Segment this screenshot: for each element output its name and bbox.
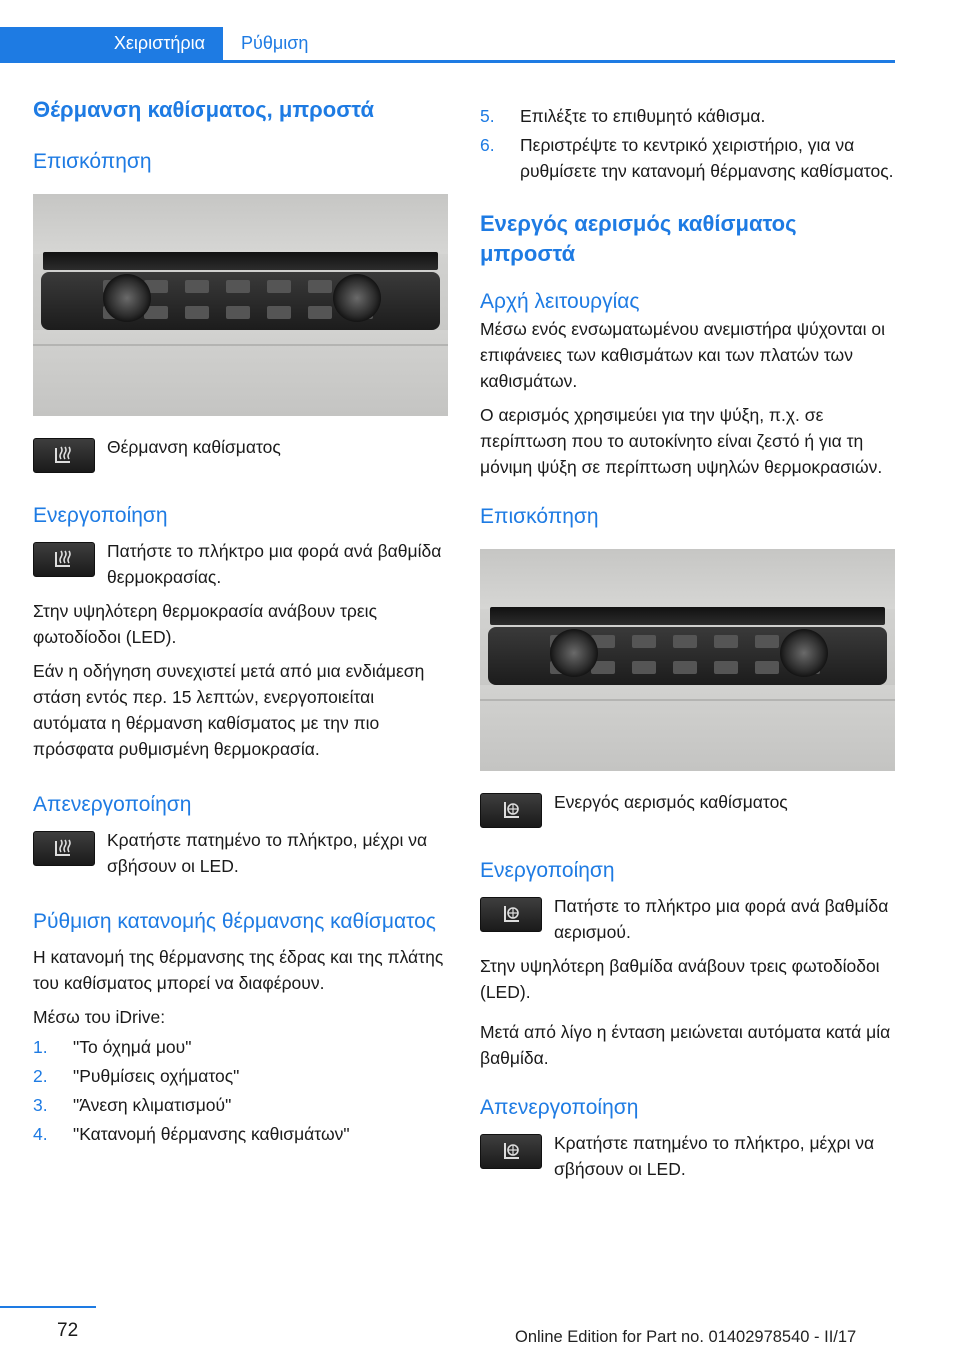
deactivation-heading: Απενεργοποίηση (33, 793, 192, 816)
list-item: 3. "Άνεση κλιματισμού" (33, 1095, 232, 1115)
idrive-steps-list-continued (480, 103, 895, 184)
distribution-heading: Ρύθμιση κατανομής θέρμανσης καθίσματος (33, 910, 436, 933)
list-item: 6. Περιστρέψτε το κεντρικό χειριστήριο, για να ρυθμίσετε την κατανομή θέρμανσης καθίσματος. (480, 135, 894, 181)
tab-controls[interactable]: Χειριστήρια (0, 27, 223, 60)
seat-ventilation-caption: Ενεργός αερισμός καθίσματος (554, 792, 788, 812)
overview-heading: Επισκόπηση (33, 150, 152, 173)
activation-icon-row (33, 538, 448, 590)
right-column (480, 95, 895, 1182)
header-rule (0, 60, 895, 63)
edition-note: Online Edition for Part no. 01402978540 - II/17 (515, 1328, 857, 1346)
deactivation-icon-row (33, 827, 448, 879)
seat-ventilation-icon (480, 793, 542, 828)
principle-heading: Αρχή λειτουργίας (480, 290, 640, 313)
seat-ventilation-icon (480, 1134, 542, 1169)
tab-settings[interactable]: Ρύθμιση (241, 33, 309, 53)
activation-paragraph: Στην υψηλότερη θερμοκρασία ανάβουν τρεις φωτοδίοδοι (LED). (33, 601, 378, 647)
seat-heating-icon (33, 831, 95, 866)
section-title-seat-ventilation: Ενεργός αερισμός καθίσματος μπροστά (480, 211, 797, 266)
activation-instruction: Πατήστε το πλήκτρο μια φορά ανά βαθμίδα θερμοκρασίας. (107, 541, 442, 587)
seat-heating-caption: Θέρμανση καθίσματος (107, 437, 281, 457)
climate-control-panel-photo (33, 194, 448, 416)
footer-rule (0, 1306, 96, 1308)
deactivation-heading: Απενεργοποίηση (480, 1096, 639, 1119)
section-title-seat-heating: Θέρμανση καθίσματος, μπροστά (33, 97, 375, 122)
seat-heating-icon (33, 438, 95, 473)
deactivation-instruction: Κρατήστε πατημένο το πλήκτρο, μέχρι να σβήσουν οι LED. (554, 1133, 875, 1179)
idrive-steps-list (33, 1034, 448, 1147)
activation-paragraph: Στην υψηλότερη βαθμίδα ανάβουν τρεις φωτοδίοδοι (LED). (480, 956, 880, 1002)
activation-paragraph: Μετά από λίγο η ένταση μειώνεται αυτόματα κατά μία βαθμίδα. (480, 1022, 891, 1068)
distribution-paragraph: Μέσω του iDrive: (33, 1007, 166, 1027)
list-item: 4. "Κατανομή θέρμανσης καθισμάτων" (33, 1124, 350, 1144)
principle-paragraph: Ο αερισμός χρησιμεύει για την ψύξη, π.χ. σε περίπτωση που το αυτοκίνητο είναι ζεστό ή για τη μόνιμη ψύξη σε περίπτωση υψηλών θερμοκρασιών. (480, 405, 883, 477)
activation-instruction: Πατήστε το πλήκτρο μια φορά ανά βαθμίδα αερισμού. (554, 896, 889, 942)
activation-heading: Ενεργοποίηση (480, 859, 615, 882)
seat-ventilation-icon (480, 897, 542, 932)
seat-ventilation-icon-row (480, 789, 895, 828)
list-item: 1. "Το όχημά μου" (33, 1037, 192, 1057)
activation-heading: Ενεργοποίηση (33, 504, 168, 527)
page-number: 72 (57, 1320, 79, 1341)
deactivation-instruction: Κρατήστε πατημένο το πλήκτρο, μέχρι να σβήσουν οι LED. (107, 830, 428, 876)
overview-heading: Επισκόπηση (480, 505, 599, 528)
list-item: 2. "Ρυθμίσεις οχήματος" (33, 1066, 240, 1086)
left-column (33, 95, 448, 1150)
seat-heating-icon (33, 542, 95, 577)
list-item: 5. Επιλέξτε το επιθυμητό κάθισμα. (480, 106, 766, 126)
principle-paragraph: Μέσω ενός ενσωματωμένου ανεμιστήρα ψύχονται οι επιφάνειες των καθισμάτων και των πλατών των καθισμάτων. (480, 319, 886, 391)
seat-heating-icon-row (33, 434, 448, 473)
header-tabbar (0, 0, 895, 62)
distribution-paragraph: Η κατανομή της θέρμανσης της έδρας και της πλάτης του καθίσματος μπορεί να διαφέρουν. (33, 947, 444, 993)
activation-paragraph: Εάν η οδήγηση συνεχιστεί μετά από μια ενδιάμεση στάση εντός περ. 15 λεπτών, ενεργοποιείται αυτόματα η θέρμανση καθίσματος με την πιο πρόσφατα ρυθμισμένη θερμοκρασία. (33, 661, 425, 759)
activation-icon-row (480, 893, 895, 945)
climate-control-panel-photo (480, 549, 895, 771)
deactivation-icon-row (480, 1130, 895, 1182)
